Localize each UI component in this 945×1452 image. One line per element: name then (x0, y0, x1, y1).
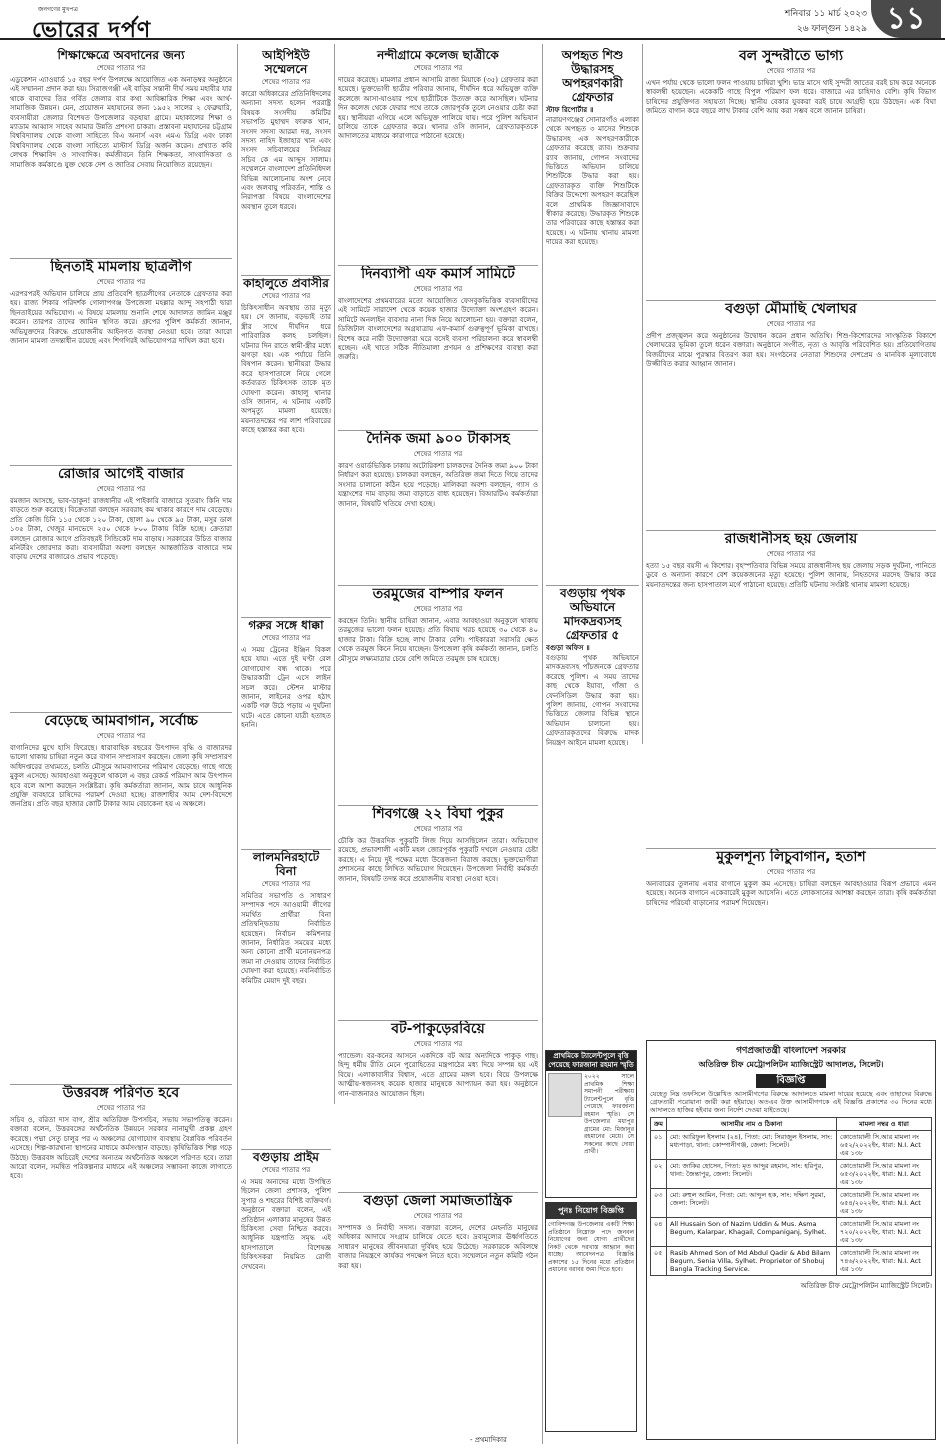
article-body: এডুকেশন এ্যাওয়ার্ড ১৫ বছর দর্পণ উপলক্ষে আয়োজিত এক অনাড়ম্বর অনুষ্ঠানে এই সম্মাননা প্রদান করা হয়। সিরাজগঞ্জী এই বাড়ির সন্তানী দীর্ঘ সময় মহাবীর যার থাকে বাবাদের তির গর্বিত জেলার বার কথা আবিষ্কারিক শিক্ষা এবং আর্থ-সামাজিক উন্নয়ন। মেন, প্রয়োজন মহাযানের জন্য ১৯৫২ সালের ২ ফেব্রুয়ারি, ব্যবসায়ীরা জেলার বিশেষত উপজেলার বড়হায়া গ্রামে। মহাকালের শিক্ষা ও ম্যাডাম আব্বাস সাহেব আমার উন্নতি প্রশংসা চাকরা। প্রস্তাবনা মহাযানের চট্টগ্রাম বিশ্ববিদ্যালয় থেকে বাংলা সাহিত্যে বিএ অনার্স এবং এমএ ডিগ্রি এবং ঢাকা বিশ্ববিদ্যালয় থেকে বাংলা সাহিত্যে মাস্টার্স ডিগ্রি অর্জন করেন। প্রখ্যাত কবি লেখক শিক্ষাবিদ ও সাংবাদিক। কর্মজীবনে তিনি শিক্ষকতা, সাংবাদিকতা ও সামাজিক কর্মকাণ্ডে যুক্ত থেকে দেশ ও জাতির সেবায় নিয়োজিত রয়েছেন। (10, 76, 232, 169)
row-accused: মো: আরিফুল ইসলাম (২৪), পিতা: মো: সিরাজুল ইসলাম, সাং: মধ্যপাড়া, থানা: কোম্পানীগঞ্জ, জেলা: সিলেট। (667, 1131, 837, 1160)
headline: উত্তরবঙ্গ পরিণত হবে (62, 1085, 180, 1101)
article-body: অন্যবারের তুলনায় এবার বাগানে মুকুল কম এসেছে। চাষিরা বলছেন আবহাওয়ার বিরূপ প্রভাবে এমন হয়েছে। অনেক বাগানে একেবারেই মুকুল আসেনি। এতে লোকসানের আশঙ্কা করছেন তারা। কৃষি কর্মকর্তারা চাষিদের পরিচর্যা বাড়ানোর পরামর্শ দিয়েছেন। (646, 880, 936, 907)
court-notice[interactable] (646, 1040, 936, 1440)
continued-label: শেষের পাতার পর (413, 825, 463, 833)
notice-court: অতিরিক্ত চীফ মেট্রোপলিটন ম্যাজিস্ট্রেট আদালত, সিলেট। (698, 1060, 884, 1069)
article-body: এখন পর্যায় থেকে ভালো ফলন পাওয়ায় চাষিরা খুশি। ভাদ্র মাসে থাই সুন্দরী জাতের বরই চাষ করে অনেকে স্বাবলম্বী হয়েছেন। একেকটি গাছে বিপুল পরিমাণ ফল ধরে। বাজারে এর চাহিদাও বেশি। কৃষি বিভাগ চাষিদের প্রযুক্তিগত সহায়তা দিচ্ছে। স্থানীয় বেকার যুবকরা বরই চাষে আগ্রহী হয়ে উঠছেন। এক বিঘা জমিতে বাগান করে বছরে লাখ টাকার বেশি আয় করা সম্ভব বলে জানান চাষিরা। (646, 79, 936, 116)
article-ball-sundari-plum[interactable] (646, 48, 936, 188)
notice-table (650, 1117, 932, 1276)
article-abducted-child-rescued[interactable] (546, 48, 639, 583)
ad-recruitment[interactable] (545, 1202, 637, 1432)
headline: দৈনিক জমা ৯০০ টাকাসহ (366, 431, 510, 447)
article-body: এরপরপরই অভিযান চালিয়ে প্রায় প্রতিবেশি ছাত্রলীগের নেতাকে গ্রেফতার করা হয়। রাজ্য শিকার পরিদর্শক গোলাপগঞ্জ উপজেলা মহল্লার আন্দু সহপাঠী দ্বারা ছিনতাইয়ের অভিযোগ। এ বিষয়ে মামলায় শুনানি শেষে আদালত জামিন মঞ্জুর করেন। তারপর তাদের জামিন স্থগিত করে। গ্রুপের পুলিশ কর্মকর্তা জানান, অভিযুক্তদের বিরুদ্ধে প্রয়োজনীয় আইনগত ব্যবস্থা নেওয়া হবে। তারা আরো জানান মামলা তদন্তাধীন রয়েছে এবং শিগগিরই অভিযোগপত্র দাখিল করা হবে। (10, 290, 232, 346)
table-row (651, 1189, 932, 1218)
headline: বগুড়া মৌমাছি খেলাঘর (725, 301, 857, 317)
continued-label: শেষের পাতার পর (413, 285, 463, 293)
byline: বগুড়া অফিস ॥ (546, 643, 590, 652)
article-lychee-orchard[interactable] (646, 848, 936, 1008)
article-snatching-case[interactable] (10, 258, 232, 463)
continued-label: শেষের পাতার পর (261, 634, 311, 642)
row-accused: মো: জাকির হোসেন, পিতা: মৃত আব্দুর রহমান, সাং: হরিপুর, থানা: জৈন্তাপুর, জেলা: সিলেট। (667, 1160, 837, 1189)
article-watermelon-harvest[interactable] (338, 585, 538, 803)
headline: নন্দীগ্রামে কলেজ ছাত্রীকে (377, 48, 499, 62)
article-bogura-drug-arrest[interactable] (546, 585, 639, 1045)
headline: বগুড়া জেলা সমাজতান্ত্রিক (363, 1193, 513, 1209)
article-education-award[interactable] (10, 48, 232, 256)
article-body: করছেন তিনি। স্থানীয় চাষিরা জানান, এবার আবহাওয়া অনুকূলে থাকায় তরমুজের ভালো ফলন হয়েছে। প্রতি বিঘায় খরচ হয়েছে ৩০ থেকে ৪০ হাজার টাকা। বিক্রি হচ্ছে লাখ টাকার বেশি। পাইকাররা সরাসরি ক্ষেত থেকে তরমুজ কিনে নিয়ে যাচ্ছেন। উপজেলা কৃষি কর্মকর্তা জানান, চলতি মৌসুমে লক্ষ্যমাত্রার চেয়ে বেশি জমিতে তরমুজ চাষ হয়েছে। (338, 617, 538, 663)
row-case: কোতোয়ালী সি.আর মামলা নং ৬৫৪/২০২২ইং, ধারা: N.I. Act এর ১৩৮ (837, 1189, 932, 1218)
headline: বল সুন্দরীতে ভাগ্য (738, 48, 843, 64)
article-mango-orchards[interactable] (10, 712, 232, 1082)
headline: শিবগঞ্জে ২২ বিঘা পুকুর (372, 806, 504, 822)
table-row (651, 1247, 932, 1276)
headline: অপহৃত শিশু উদ্ধারসহ অপহরণকারী গ্রেফতার (561, 48, 624, 104)
row-case: কোতোয়ালী সি.আর মামলা নং ৬৫৩/২০২২ইং, ধারা: N.I. Act এর ১৩৮ (837, 1160, 932, 1189)
continued-label: শেষের পাতার পর (413, 64, 463, 72)
row-accused: All Hussain Son of Nazim Uddin & Mus. Asma Begum, Kalarpar, Khagail, Companiganj, Sylhet. (667, 1218, 837, 1247)
article-body: রমজান আসছে, ভাব-ডাকুন! রাজধানীর এই পাইকারি বাজারে সুতরাং কিনি দাম বাড়তে শুরু করেছে। বিক্রেতারা বলছেন সরবরাহ কম থাকার কারণে দাম বেড়েছে। প্রতি কেজি চিনি ১১৫ থেকে ১২০ টাকা, ছোলা ৯০ থেকে ৯৫ টাকা, মসুর ডাল ১৩৫ টাকা, খেজুর মানভেদে ২৫০ থেকে ৮০০ টাকায় বিক্রি হচ্ছে। ক্রেতারা বলছেন রোজার আগে প্রতিবছরই সিন্ডিকেট দাম বাড়ায়। সরকারের উচিত বাজার মনিটরিং জোরদার করা। ব্যবসায়ীরা অবশ্য বলছেন আন্তর্জাতিক বাজারে দাম বাড়ায় দেশের বাজারেও প্রভাব পড়েছে। (10, 497, 232, 562)
continued-label: শেষের পাতার পর (261, 1166, 311, 1174)
issue-date: শনিবার ১১ মার্চ ২০২৩ (785, 9, 867, 19)
col-serial: ক্রম (651, 1118, 667, 1131)
article-body: নারায়ণগঞ্জের সোনারগাঁও এলাকা থেকে অপহৃত ৩ মাসের শিশুকে উদ্ধারসহ এক অপহরণকারীকে গ্রেফতার করেছে র‍্যাব। শুক্রবার র‍্যাব জানায়, গোপন সংবাদের ভিত্তিতে অভিযান চালিয়ে শিশুটিকে উদ্ধার করা হয়। গ্রেফতারকৃত ব্যক্তি শিশুটিকে বিক্রির উদ্দেশ্যে অপহরণ করেছিল বলে প্রাথমিক জিজ্ঞাসাবাদে স্বীকার করেছে। উদ্ধারকৃত শিশুকে তার পরিবারের কাছে হস্তান্তর করা হয়েছে। এ ঘটনায় থানায় মামলা দায়ের করা হয়েছে। (546, 116, 639, 247)
column-divider (642, 44, 643, 744)
headline: তরমুজের বাম্পার ফলন (372, 586, 504, 602)
row-serial: ০১ (651, 1131, 667, 1160)
article-body: প্রদীপ প্রজ্জ্বলন করে অনুষ্ঠানের উদ্বোধন করেন প্রধান অতিথি। শিশু-কিশোরদের সাংস্কৃতিক বিকাশে খেলাঘরের ভূমিকা তুলে ধরেন বক্তারা। অনুষ্ঠানে সংগীত, নৃত্য ও আবৃত্তি পরিবেশিত হয়। প্রতিযোগিতায় বিজয়ীদের মাঝে পুরস্কার বিতরণ করা হয়। সংগঠনের নেতারা শিশুদের দেশপ্রেম ও মানবিক মূল্যবোধে উজ্জীবিত করার আহ্বান জানান। (646, 332, 936, 369)
article-body: চিকিৎসাধীন অবস্থায় তার মৃত্যু হয়। সে জানায়, বড়ভাই তার স্ত্রীর সাথে দীর্ঘদিন ধরে পারিবারিক কলহ চলছিল। ঘটনার দিন রাতে স্বামী-স্ত্রীর মধ্যে ঝগড়া হয়। এক পর্যায়ে তিনি বিষপান করেন। স্থানীয়রা উদ্ধার করে হাসপাতালে নিয়ে গেলে কর্তব্যরত চিকিৎসক তাকে মৃত ঘোষণা করেন। কাহালু থানার ওসি জানান, এ ঘটনায় একটি অপমৃত্যু মামলা হয়েছে। ময়নাতদন্তের পর লাশ পরিবারের কাছে হস্তান্তর করা হবে। (241, 304, 331, 435)
continued-label: শেষের পাতার পর (96, 485, 146, 493)
article-train-cow-collision[interactable] (241, 617, 331, 847)
continued-label: শেষের পাতার পর (96, 1104, 146, 1112)
student-photo (548, 1073, 582, 1117)
article-six-districts[interactable] (646, 530, 936, 725)
article-daily-deposit[interactable] (338, 430, 538, 583)
headline: শিক্ষাক্ষেত্রে অবদানের জন্য (57, 48, 185, 62)
row-serial: ০৪ (651, 1218, 667, 1247)
headline: বেড়েছে আমবাগান, সর্বোচ্চ (44, 713, 198, 729)
ad-heading: প্রাথমিকে ট্যালেন্টপুলে বৃত্তি পেয়েছে ফারজানা রহমান স্মৃতি (546, 1051, 636, 1071)
headline: বগুড়ায় পৃথক অভিযানে মাদকদ্রব্যসহ গ্রেফতার ৫ (560, 586, 625, 642)
continued-label: শেষের পাতার পর (766, 550, 816, 558)
notice-signature: অতিরিক্ত চীফ মেট্রোপলিটন ম্যাজিস্ট্রেট সিলেট। (800, 1282, 932, 1290)
article-body: দায়ের করেছে। মামলার প্রধান আসামি রাজা মিয়াকে (৩৫) গ্রেফতার করা হয়েছে। ভুক্তভোগী ছাত্রীর পরিবার জানায়, দীর্ঘদিন ধরে অভিযুক্ত ব্যক্তি কলেজে আসা-যাওয়ার পথে ছাত্রীটিকে উত্যক্ত করে আসছিল। ঘটনার দিন কলেজ থেকে ফেরার পথে তাকে জোরপূর্বক তুলে নেওয়ার চেষ্টা করা হয়। স্থানীয়রা এগিয়ে এলে অভিযুক্ত পালিয়ে যায়। পরে পুলিশ অভিযান চালিয়ে তাকে গ্রেফতার করে। থানার ওসি জানান, গ্রেফতারকৃতকে আদালতের মাধ্যমে কারাগারে পাঠানো হয়েছে। (338, 76, 538, 141)
article-body: সচিব ও, বরিতা দাস বাগ, শ্রীর অতিরিক্ত উপসচিব, সভায় সভাপতিত্ব করেন। বক্তারা বলেন, উত্তরবঙ্গের অর্থনৈতিক উন্নয়নে সরকার নানামুখী প্রকল্প গ্রহণ করেছে। পদ্মা সেতু চালুর পর এ অঞ্চলের যোগাযোগ ব্যবস্থায় বৈপ্লবিক পরিবর্তন এসেছে। শিল্প-কারখানা স্থাপনের মাধ্যমে কর্মসংস্থান বাড়ছে। কৃষিভিত্তিক শিল্প গড়ে উঠছে। উত্তরবঙ্গ অচিরেই দেশের অন্যতম অর্থনৈতিক অঞ্চলে পরিণত হবে। তারা আরো বলেন, সমন্বিত পরিকল্পনার মাধ্যমে এই অঞ্চলের সম্ভাবনা কাজে লাগাতে হবে। (10, 1116, 232, 1181)
article-nandigram-college-student[interactable] (338, 48, 538, 263)
row-serial: ০৩ (651, 1189, 667, 1218)
continued-label: শেষের পাতার পর (766, 320, 816, 328)
continued-label: শেষের পাতার পর (766, 868, 816, 876)
row-accused: মো: রুহুল আমিন, পিতা: মো: আব্দুল হক, সাং: দক্ষিণ সুরমা, জেলা: সিলেট। (667, 1189, 837, 1218)
continued-label: শেষের পাতার পর (413, 450, 463, 458)
article-body: এ সময় অন্যদের মধ্যে উপস্থিত ছিলেন জেলা প্রশাসক, পুলিশ সুপার ও শহরের বিশিষ্ট ব্যক্তিবর্গ। অনুষ্ঠানে বক্তারা বলেন, এই প্রতিষ্ঠান এলাকার মানুষের উন্নত চিকিৎসা সেবা নিশ্চিত করবে। আধুনিক যন্ত্রপাতি সমৃদ্ধ এই হাসপাতালে বিশেষজ্ঞ চিকিৎসকরা নিয়মিত রোগী দেখবেন। (241, 1178, 331, 1271)
column-divider (542, 44, 543, 1444)
article-body: এ সময় ট্রেনের ইঞ্জিন বিকল হয়ে যায়। এতে দুই ঘণ্টা রেল যোগাযোগ বন্ধ থাকে। পরে উদ্ধারকারী ট্রেন এসে লাইন সচল করে। স্টেশন মাস্টার জানান, লাইনের ওপর হঠাৎ একটি গরু উঠে পড়ায় এ দুর্ঘটনা ঘটে। এতে কোনো যাত্রী হতাহত হননি। (241, 646, 331, 730)
article-body: প্যান্ডেল। বর-কনের আসনে একদিকে বট আর অন্যদিকে পাকুড় গাছ। হিন্দু ধর্মীয় রীতি মেনে পুরোহিতের মন্ত্রপাঠের মধ্য দিয়ে সম্পন্ন হয় এই বিয়ে। এলাকাবাসীর বিশ্বাস, এতে গ্রামের মঙ্গল হবে। বিয়ে উপলক্ষে আত্মীয়-স্বজনসহ কয়েক হাজার মানুষকে আপ্যায়ন করা হয়। অনুষ্ঠানে গান-বাজনারও আয়োজন ছিল। (338, 1052, 538, 1098)
continued-label: শেষের পাতার পর (261, 78, 311, 86)
continued-label: শেষের পাতার পর (261, 880, 311, 888)
article-body: বগুড়ায় পৃথক অভিযানে মাদকদ্রব্যসহ পাঁচজনকে গ্রেফতার করেছে পুলিশ। এ সময় তাদের কাছ থেকে ইয়াবা, গাঁজা ও ফেনসিডিল উদ্ধার করা হয়। পুলিশ জানায়, গোপন সংবাদের ভিত্তিতে জেলার বিভিন্ন স্থানে অভিযান চালানো হয়। গ্রেফতারকৃতদের বিরুদ্ধে মাদক নিয়ন্ত্রণ আইনে মামলা হয়েছে। (546, 654, 639, 747)
article-bogura-moumachi[interactable] (646, 300, 936, 495)
column-divider (334, 44, 335, 1104)
headline: বট-পাকুড়েরবিয়ে (391, 1021, 485, 1037)
col-accused: আসামীর নাম ও ঠিকানা (667, 1118, 837, 1131)
headline: গরুর সঙ্গে ধাক্কা (248, 618, 324, 632)
article-shibganj-pond[interactable] (338, 805, 538, 1018)
row-case: কোতোয়ালী সি.আর মামলা নং ৭৪৬/২০২২ইং, ধারা: N.I. Act এর ১৩৮ (837, 1247, 932, 1276)
article-lalmonirhat[interactable] (241, 849, 331, 1147)
byline: স্টাফ রিপোর্টার ॥ (546, 105, 594, 114)
newspaper-logo[interactable] (16, 4, 161, 43)
article-bogura-prime[interactable] (241, 1149, 331, 1444)
headline: কাহালুতে প্রবাসীর (243, 276, 329, 290)
headline: ছিনতাই মামলায় ছাত্রলীগ (50, 259, 192, 275)
article-body: সমিতির সভাপতি ও সাধারণ সম্পাদক পদে আওয়ামী লীগের সমর্থিত প্রার্থীরা বিনা প্রতিদ্বন্দ্বিতায় নির্বাচিত হয়েছেন। নির্বাচন কমিশনার জানান, নির্ধারিত সময়ের মধ্যে অন্য কোনো প্রার্থী মনোনয়নপত্র জমা না দেওয়ায় তাদের নির্বাচিত ঘোষণা করা হয়েছে। নবনির্বাচিত কমিটির মেয়াদ দুই বছর। (241, 892, 331, 985)
issue-date-bangla: ২৬ ফাল্গুন ১৪২৯ (796, 24, 867, 34)
logo-text: ভোরের দর্পণ (32, 18, 152, 43)
table-row (651, 1131, 932, 1160)
table-row (651, 1160, 932, 1189)
continued-label: শেষের পাতার পর (261, 292, 311, 300)
ad-text: ২০২২ সালে প্রাথমিক শিক্ষা সমাপনী পরীক্ষায় ট্যালেন্টপুলে বৃত্তি পেয়েছে ফারজানা রহমান স্মৃতি। সে উপজেলার মধ্যপুর গ্রামের মো: মিজানুর রহমানের মেয়ে। সে সকলের কাছে দোয়া প্রার্থী। (584, 1073, 634, 1155)
continued-label: শেষের পাতার পর (96, 732, 146, 740)
headline: মুকুলশূন্য লিচুবাগান, হতাশ (716, 849, 866, 865)
continued-label: শেষের পাতার পর (413, 605, 463, 613)
row-case: কোতোয়ালী সি.আর মামলা নং ৭২০/২০২২ইং, ধারা: N.I. Act এর ১৩৮ (837, 1218, 932, 1247)
notice-title: বিজ্ঞপ্তি (756, 1074, 826, 1088)
article-body: সম্পাদক ও নির্বাহী সদস্য। বক্তারা বলেন, দেশের মেহনতি মানুষের অধিকার আদায়ে সংগ্রাম চালিয়ে যেতে হবে। দ্রব্যমূল্যের ঊর্ধ্বগতিতে সাধারণ মানুষের জীবনযাত্রা দুর্বিষহ হয়ে উঠেছে। সরকারকে অবিলম্বে বাজার নিয়ন্ত্রণে কার্যকর পদক্ষেপ নিতে হবে। সম্মেলনে নতুন কমিটি গঠন করা হয়। (338, 1224, 538, 1270)
article-bogura-socialist[interactable] (338, 1192, 538, 1430)
column-divider (237, 44, 238, 1444)
logo-tagline: জনগণের মুখপত্র (38, 6, 78, 13)
article-tree-wedding[interactable] (338, 1020, 538, 1190)
ad-text: গোবিন্দগঞ্জ উপজেলার একটি শিক্ষা প্রতিষ্ঠানে নিম্নোক্ত পদে জনবল নিয়োগের জন্য যোগ্য প্রার্থীদের নিকট থেকে দরখাস্ত আহ্বান করা যাচ্ছে। আবেদনপত্র বিজ্ঞপ্তি প্রকাশের ১৫ দিনের মধ্যে প্রতিষ্ঠান প্রধানের বরাবর জমা দিতে হবে। (548, 1221, 634, 1273)
article-ipu-conference[interactable] (241, 48, 331, 273)
notice-table-header (651, 1118, 932, 1131)
notice-govt: গণপ্রজাতন্ত্রী বাংলাদেশ সরকার (736, 1046, 846, 1056)
row-serial: ০২ (651, 1160, 667, 1189)
article-body: বাগানিদের মুখে হাসি ফিরেছে। ধারাবাহিক বছরের উৎপাদন বৃদ্ধি ও বাজারদর ভালো থাকায় চাষিরা নতুন করে বাগান সম্প্রসারণ করছেন। জেলা কৃষি সম্প্রসারণ অধিদপ্তরের তথ্যমতে, চলতি মৌসুমে আমবাগানের পরিমাণ বেড়েছে। গাছে গাছে মুকুল এসেছে। আবহাওয়া অনুকূলে থাকলে এ বছর রেকর্ড পরিমাণ আম উৎপাদন হবে বলে আশা করছেন সংশ্লিষ্টরা। কৃষি কর্মকর্তারা জানান, আম চাষে আধুনিক প্রযুক্তি ব্যবহারে চাষিদের পরামর্শ দেওয়া হচ্ছে। রাজশাহীর আম দেশ-বিদেশে জনপ্রিয়। প্রতি বছর হাজার কোটি টাকার আম বেচাকেনা হয় এ অঞ্চলে। (10, 744, 232, 809)
continued-label: শেষের পাতার পর (766, 67, 816, 75)
footer-credit: - প্রথমাদিকার (470, 1436, 507, 1444)
ad-scholarship[interactable] (545, 1050, 637, 1198)
continued-label: শেষের পাতার পর (96, 278, 146, 286)
article-north-bengal[interactable] (10, 1084, 232, 1444)
article-body: চৌকি কর উত্তরদিক পুকুরটি লিজ দিয়ে আসছিলেন তারা। অভিযোগ রয়েছে, প্রভাবশালী একটি মহল জোরপূর্বক পুকুরটি দখলে নেওয়ার চেষ্টা করছে। এ নিয়ে দুই পক্ষের মধ্যে উত্তেজনা বিরাজ করছে। ভুক্তভোগীরা প্রশাসনের কাছে লিখিত অভিযোগ দিয়েছেন। উপজেলা নির্বাহী কর্মকর্তা জানান, বিষয়টি তদন্ত করে প্রয়োজনীয় ব্যবস্থা নেওয়া হবে। (338, 837, 538, 883)
article-body: হত্যা ১৫ বছর বয়সী এ কিশোর। বৃহস্পতিবার বিভিন্ন সময়ে রাজধানীসহ ছয় জেলায় সড়ক দুর্ঘটনা, পানিতে ডুবে ও অন্যান্য কারণে বেশ কয়েকজনের মৃত্যু হয়েছে। পুলিশ জানায়, নিহতদের মরদেহ উদ্ধার করে ময়নাতদন্তের জন্য হাসপাতাল মর্গে পাঠানো হয়েছে। প্রতিটি ঘটনায় সংশ্লিষ্ট থানায় মামলা হয়েছে। (646, 562, 936, 589)
article-market-before-ramadan[interactable] (10, 465, 232, 710)
continued-label: শেষের পাতার পর (413, 1040, 463, 1048)
article-f-commerce-summit[interactable] (338, 265, 538, 428)
article-body: কারো অধিকারের প্রতিনিধিদলের অন্যান্য সদস্য হলেন পররাষ্ট্র বিষয়ক সংসদীয় কমিটির সভাপতি মুহাম্মদ ফারুক খান, সংসদ সদস্য আরমা দত্ত, সংসদ সদস্য নাহিদ ইজাহার খান এবং সংসদ সচিবালয়ের সিনিয়র সচিব কে এম আব্দুস সালাম। সম্মেলনে বাংলাদেশ প্রতিনিধিদল বিভিন্ন আলোচনায় অংশ নেবে এবং জলবায়ু পরিবর্তন, শান্তি ও নিরাপত্তা বিষয়ে বাংলাদেশের অবস্থান তুলে ধরবে। (241, 90, 331, 211)
page-number: ১১ (871, 0, 941, 38)
headline: বগুড়ায় প্রাইম (253, 1150, 319, 1164)
row-case: কোতোয়ালী সি.আর মামলা নং ৬৫২/২০২২ইং, ধারা: N.I. Act এর ১৩৮ (837, 1131, 932, 1160)
ad-heading: পুনঃ নিয়োগ বিজ্ঞপ্তি (546, 1203, 636, 1219)
article-body: কারণ ওয়ার্ডভিত্তিক ঢাকায় অটোরিকশা চালকদের দৈনিক জমা ৯০০ টাকা নির্ধারণ করা হয়েছে। চালকরা বলছেন, অতিরিক্ত জমা দিতে গিয়ে তাদের সংসার চালানো কঠিন হয়ে পড়েছে। মালিকরা অবশ্য বলছেন, গ্যাস ও যন্ত্রাংশের দাম বাড়ায় জমা বাড়াতে বাধ্য হয়েছেন। বিআরটিএ কর্মকর্তারা জানান, বিষয়টি খতিয়ে দেখা হচ্ছে। (338, 462, 538, 508)
row-serial: ০৫ (651, 1247, 667, 1276)
headline: রাজধানীসহ ছয় জেলায় (724, 531, 858, 547)
headline: দিনব্যাপী এফ কমার্স সামিটে (361, 266, 515, 282)
continued-label: শেষের পাতার পর (96, 64, 146, 72)
row-accused: Rasib Ahmed Son of Md Abdul Qadir & Abd Bilam Begum, Senia Villa, Sylhet. Proprietor of Shobuj Bangla Tracking Service. (667, 1247, 837, 1276)
headline: লালমনিরহাটে বিনা (252, 850, 320, 878)
table-row (651, 1218, 932, 1247)
article-body: বাংলাদেশের প্রথমবারের মতো আয়োজিত ফেসবুকভিত্তিক ব্যবসায়ীদের এই সামিটে সারাদেশ থেকে কয়েক হাজার উদ্যোক্তা অংশগ্রহণ করেন। সামিটে অনলাইন ব্যবসার নানা দিক নিয়ে আলোচনা হয়। বক্তারা বলেন, ডিজিটাল বাংলাদেশের অগ্রযাত্রায় এফ-কমার্স গুরুত্বপূর্ণ ভূমিকা রাখছে। বিশেষ করে নারী উদ্যোক্তারা ঘরে বসেই ব্যবসা পরিচালনা করে স্বাবলম্বী হচ্ছেন। এই খাতে সঠিক নীতিমালা প্রণয়ন ও প্রশিক্ষণের ব্যবস্থা করা জরুরি। (338, 297, 538, 362)
col-case: মামলা নম্বর ও ধারা (837, 1118, 932, 1131)
continued-label: শেষের পাতার পর (413, 1212, 463, 1220)
headline: রোজার আগেই বাজার (57, 466, 185, 482)
headline: আইপিইউ সম্মেলনে (262, 48, 310, 76)
masthead (0, 0, 945, 43)
notice-intro: যেহেতু নিম্ন তফসিলে উল্লেখিত আসামীগণের বিরুদ্ধে আদালতে মামলা দায়ের হয়েছে এবং তাহাদের বিরুদ্ধে গ্রেফতারী পরোয়ানা জারী করা হইয়াছে। অতএব উক্ত আসামীগণকে এই বিজ্ঞপ্তি প্রকাশের ৩০ দিনের মধ্যে আদালতে হাজির হইবার জন্য নির্দেশ দেওয়া যাইতেছে। (650, 1090, 932, 1114)
article-kahalu-expatriate[interactable] (241, 275, 331, 615)
